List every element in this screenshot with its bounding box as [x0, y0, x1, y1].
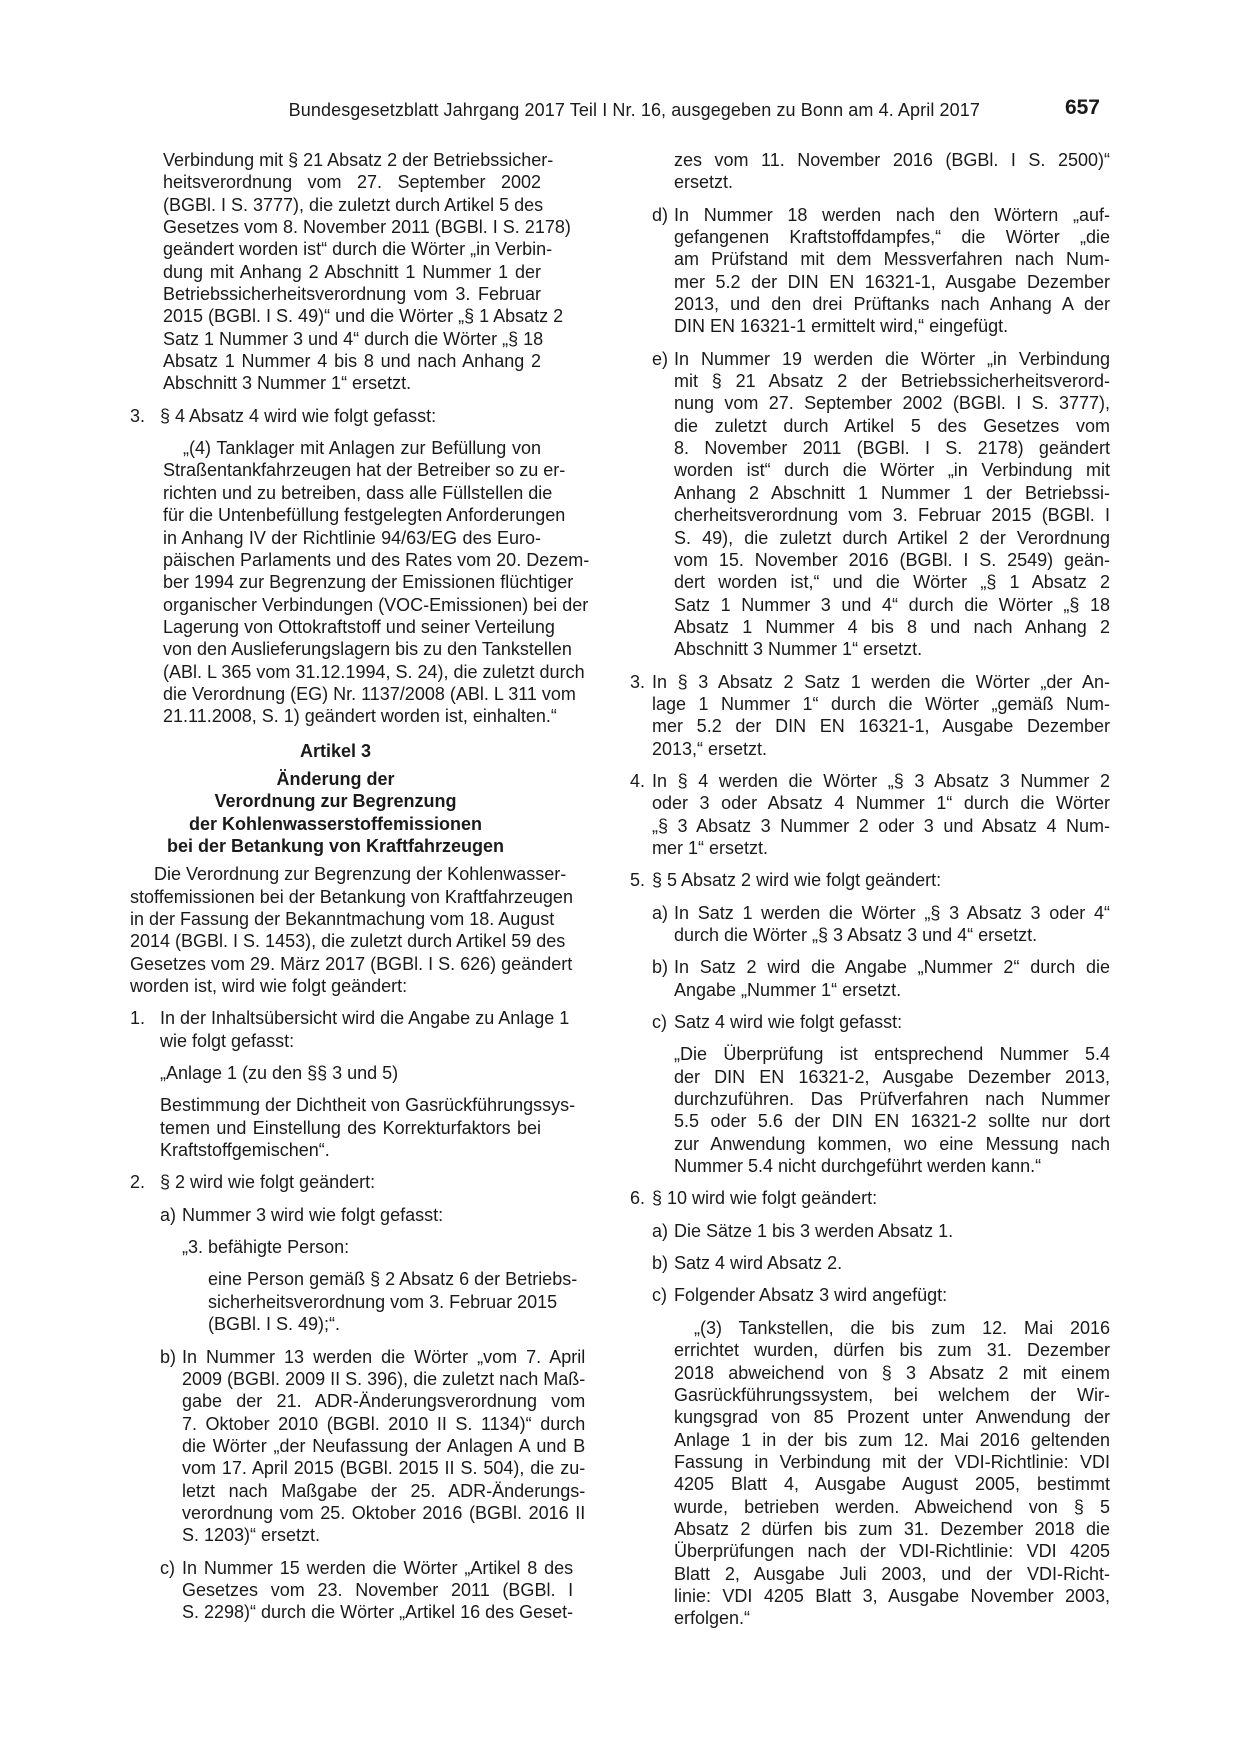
- sub-item-mark: a): [160, 1204, 177, 1225]
- article-number: Artikel 3: [299, 740, 372, 761]
- sub-item-5b: [652, 956, 1110, 1001]
- text-line: (BGBl. I S. 49);“.: [208, 1314, 341, 1335]
- text-line: heitsverordnung vom 27. September 2002: [163, 172, 541, 193]
- text-line: Straßentankfahrzeugen hat der Betreiber so zu er-: [163, 460, 566, 481]
- text-line: Gesetzes vom 23. November 2011 (BGBl. I: [182, 1579, 574, 1600]
- annex-quote: „Anlage 1 (zu den §§ 3 und 5): [160, 1063, 399, 1084]
- text-line: organischer Verbindungen (VOC-Emissionen) bei der: [163, 594, 589, 615]
- text-line: Absatz 1 Nummer 4 bis 8 und nach Anhang 2: [674, 616, 1110, 637]
- text-line: linie: VDI 4205 Blatt 3, Ausgabe November 2003,: [674, 1585, 1110, 1606]
- text-line: wurde, betrieben werden. Abweichend von § 5: [674, 1496, 1110, 1517]
- list-item-4: [630, 770, 1110, 859]
- text-line: In der Inhaltsübersicht wird die Angabe zu Anlage 1: [160, 1008, 570, 1029]
- text-line: Betriebssicherheitsverordnung vom 3. Februar: [163, 284, 541, 305]
- sub-item-mark: b): [652, 1253, 669, 1274]
- item-text: § 4 Absatz 4 wird wie folgt gefasst:: [160, 405, 437, 426]
- text-line: Nummer 5.4 nicht durchgeführt werden kann.“: [674, 1156, 1042, 1177]
- sub-item-mark: c): [652, 1285, 667, 1306]
- list-item-6: [630, 1187, 1110, 1209]
- item-text: § 2 wird wie folgt geändert:: [160, 1172, 376, 1193]
- text-line: ber 1994 zur Begrenzung der Emissionen flüchtiger: [163, 572, 574, 593]
- text-line: (BGBl. I S. 3777), die zuletzt durch Artikel 5 des: [163, 194, 544, 215]
- text-line: DIN EN 16321-1 ermittelt wird,“ eingefügt.: [674, 316, 1009, 337]
- sub-item-text: [674, 902, 1110, 947]
- text-line: cherheitsverordnung vom 3. Februar 2015 (BGBl. I: [674, 505, 1110, 526]
- text-line: mer 5.2 der DIN EN 16321-1, Ausgabe Dezember: [652, 716, 1110, 737]
- item-text: [652, 671, 1110, 760]
- text-line: worden ist“ durch die Wörter „in Verbindung mit: [674, 460, 1110, 481]
- text-line: mer 1“ ersetzt.: [652, 837, 769, 858]
- sub-item-text: Die Sätze 1 bis 3 werden Absatz 1.: [674, 1220, 954, 1241]
- article-title: [130, 768, 541, 857]
- text-line: der DIN EN 16321-2, Ausgabe Dezember 2013,: [674, 1066, 1110, 1087]
- text-line: Abschnitt 3 Nummer 1“ ersetzt.: [163, 373, 412, 394]
- text-line: Verordnung zur Begrenzung: [214, 791, 457, 812]
- annex-description-text: [160, 1094, 576, 1161]
- text-line: lage 1 Nummer 1“ durch die Wörter „gemäß Num-: [652, 693, 1110, 714]
- item-text: [652, 770, 1110, 859]
- text-line: 4205 Blatt 4, Ausgabe August 2005, bestimmt: [674, 1474, 1110, 1495]
- text-line: von den Auslieferungslagern bis zu den Tankstellen: [163, 639, 572, 660]
- text-line: wie folgt gefasst:: [160, 1030, 295, 1051]
- intro-text: [130, 863, 573, 997]
- text-line: ersetzt.: [674, 172, 734, 193]
- text-line: Satz 1 Nummer 3 und 4“ durch die Wörter „§ 18: [674, 594, 1110, 615]
- definition-lines: [208, 1268, 578, 1335]
- page-number: 657: [1064, 96, 1100, 119]
- text-line: In Satz 2 wird die Angabe „Nummer 2“ durch die: [674, 957, 1110, 978]
- text-line: Abschnitt 3 Nummer 1“ ersetzt.: [674, 639, 923, 660]
- text-line: in Anhang IV der Richtlinie 94/63/EG des Euro-: [163, 527, 541, 548]
- text-line: 2015 (BGBl. I S. 49)“ und die Wörter „§ 1 Absatz 2: [163, 306, 564, 327]
- text-line: letzt nach Maßgabe der 25. ADR-Änderungs-: [182, 1480, 586, 1501]
- text-line: 2014 (BGBl. I S. 1453), die zuletzt durch Artikel 59 des: [130, 931, 566, 952]
- text-line: Änderung der: [276, 768, 395, 789]
- text-line: die Verordnung (EG) Nr. 1137/2008 (ABl. L 311 vom: [163, 683, 576, 704]
- sub-item-mark: e): [652, 348, 669, 369]
- text-line: dung mit Anhang 2 Abschnitt 1 Nummer 1 der: [163, 261, 541, 282]
- text-line: mit § 21 Absatz 2 der Betriebssicherheitsverord-: [674, 371, 1110, 392]
- header-text: Bundesgesetzblatt Jahrgang 2017 Teil I Nr. 16, ausgegeben zu Bonn am 4. April 2017: [288, 100, 980, 120]
- text-line: „Die Überprüfung ist entsprechend Nummer 5.4: [674, 1044, 1110, 1065]
- text-line: gefangenen Kraftstoffdampfes,“ die Wörter „die: [674, 227, 1110, 248]
- item-number: 3.: [630, 671, 646, 692]
- text-line: Blatt 2, Ausgabe Juli 2003, und der VDI-Richt-: [674, 1563, 1110, 1584]
- text-line: In Nummer 18 werden nach den Wörtern „auf-: [674, 204, 1110, 225]
- sub-item-text: Folgender Absatz 3 wird angefügt:: [674, 1285, 948, 1306]
- text-line: am Prüfstand mit dem Messverfahren nach Num-: [674, 249, 1110, 270]
- text-line: In Nummer 19 werden die Wörter „in Verbindung: [674, 348, 1110, 369]
- right-column: [630, 149, 1110, 1630]
- text-line: stoffemissionen bei der Betankung von Kraftfahrzeugen: [130, 886, 573, 907]
- sub-item-text: [674, 956, 1110, 1001]
- text-line: errichtet wurden, dürfen bis zum 31. Dezember: [674, 1340, 1110, 1361]
- text-line: 21.11.2008, S. 1) geändert worden ist, einhalten.“: [163, 706, 557, 727]
- text-line: der Kohlenwasserstoffemissionen: [188, 813, 483, 834]
- continued-text: [674, 149, 1110, 194]
- continued-paragraph: [652, 149, 1110, 194]
- text-line: Anlage 1 in der bis zum 12. Mai 2016 geltenden: [674, 1429, 1110, 1450]
- sub-item-text: [674, 204, 1110, 338]
- text-line: In Satz 1 werden die Wörter „§ 3 Absatz 3 oder 4“: [674, 902, 1110, 923]
- definition-quote: „3. befähigte Person:: [182, 1237, 350, 1258]
- text-line: verordnung vom 25. Oktober 2016 (BGBl. 2016 II: [182, 1502, 586, 1523]
- annex-description: [130, 1094, 576, 1161]
- text-line: Satz 1 Nummer 3 und 4“ durch die Wörter „§ 18: [163, 328, 544, 349]
- intro-paragraph: [130, 863, 573, 997]
- left-column: [130, 149, 590, 1624]
- text-line: (ABl. L 365 vom 31.12.1994, S. 24), die zuletzt durch: [163, 661, 585, 682]
- text-line: Fassung in Verbindung mit der VDI-Richtlinie: VDI: [674, 1451, 1110, 1472]
- text-line: „(3) Tankstellen, die bis zum 12. Mai 2016: [694, 1317, 1110, 1338]
- text-line: die zuletzt durch Artikel 5 des Gesetzes vom: [674, 415, 1110, 436]
- sub-item-text: Nummer 3 wird wie folgt gefasst:: [182, 1204, 444, 1225]
- sub-item-6a: [652, 1220, 1110, 1242]
- sub-item-mark: b): [652, 957, 669, 978]
- text-line: 7. Oktober 2010 (BGBl. 2010 II S. 1134)“ durch: [182, 1413, 586, 1434]
- text-line: Anhang 2 Abschnitt 1 Nummer 1 der Betriebssi-: [674, 482, 1110, 503]
- text-line: Absatz 1 Nummer 4 bis 8 und nach Anhang 2: [163, 351, 541, 372]
- sub-item-e: [652, 348, 1110, 661]
- text-line: S. 1203)“ ersetzt.: [182, 1525, 321, 1546]
- text-line: S. 49), die zuletzt durch Artikel 2 der Verordnung: [674, 527, 1110, 548]
- continued-text: [163, 149, 571, 395]
- list-item-3: [130, 405, 541, 427]
- text-line: „(4) Tanklager mit Anlagen zur Befüllung von: [183, 438, 541, 459]
- sub-item-mark: d): [652, 204, 669, 225]
- text-line: Gasrückführungssystem, bei welchem der Wir-: [674, 1384, 1110, 1405]
- text-line: geändert worden ist“ durch die Wörter „in Verbin-: [163, 239, 553, 260]
- text-line: In § 3 Absatz 2 Satz 1 werden die Wörter „der An-: [652, 671, 1110, 692]
- item-number: 2.: [130, 1172, 146, 1193]
- text-line: durch die Wörter „§ 3 Absatz 3 und 4“ ersetzt.: [674, 925, 1038, 945]
- text-line: vom 17. April 2015 (BGBl. 2015 II S. 504), die zu-: [182, 1458, 586, 1479]
- item-text: [160, 1007, 569, 1052]
- text-line: S. 2298)“ durch die Wörter „Artikel 16 des Geset-: [182, 1602, 574, 1623]
- sub-item-5a: [652, 902, 1110, 947]
- sub-item-text: [182, 1557, 573, 1624]
- text-line: Kraftstoffgemischen“.: [160, 1140, 330, 1161]
- list-item-5: [630, 869, 1110, 891]
- text-line: sicherheitsverordnung vom 3. Februar 2015: [208, 1291, 558, 1312]
- text-line: oder 3 oder Absatz 4 Nummer 1“ durch die Wörter: [652, 793, 1110, 814]
- text-line: „§ 3 Absatz 3 Nummer 2 oder 3 und Absatz 4 Num-: [652, 815, 1110, 836]
- sub-item-6b: [652, 1252, 1110, 1274]
- definition-text: [130, 1268, 578, 1335]
- text-line: Gesetzes vom 29. März 2017 (BGBl. I S. 626) geändert: [130, 953, 573, 974]
- text-line: Die Verordnung zur Begrenzung der Kohlenwasser-: [154, 864, 567, 885]
- text-line: dert worden ist,“ und die Wörter „§ 1 Absatz 2: [674, 572, 1110, 593]
- text-line: 2009 (BGBl. 2009 II S. 396), die zuletzt nach Maß-: [182, 1368, 586, 1389]
- quote-text: [674, 1317, 1110, 1630]
- text-line: durchzuführen. Das Prüfverfahren nach Nummer: [674, 1089, 1110, 1110]
- text-line: Gesetzes vom 8. November 2011 (BGBl. I S. 2178): [163, 217, 571, 238]
- sub-item-mark: b): [160, 1346, 177, 1367]
- text-line: 8. November 2011 (BGBl. I S. 2178) geändert: [674, 438, 1110, 459]
- text-line: In Nummer 15 werden die Wörter „Artikel 8 des: [182, 1557, 574, 1578]
- list-item-2: [130, 1171, 541, 1193]
- sub-item-text: [182, 1346, 585, 1547]
- sub-item-d: [652, 204, 1110, 338]
- item-number: 1.: [130, 1008, 146, 1029]
- text-line: Verbindung mit § 21 Absatz 2 der Betriebssicher-: [163, 150, 554, 170]
- quote-paragraph-5c: [652, 1043, 1110, 1177]
- list-item-1: [130, 1007, 570, 1052]
- sub-item-mark: c): [652, 1012, 667, 1033]
- annex-heading: [130, 1062, 541, 1084]
- item-number: 4.: [630, 770, 646, 791]
- text-line: 2013, und den drei Prüftanks nach Anhang A der: [674, 294, 1110, 315]
- text-line: eine Person gemäß § 2 Absatz 6 der Betriebs-: [208, 1269, 578, 1290]
- text-line: kungsgrad von 85 Prozent unter Anwendung der: [674, 1407, 1110, 1428]
- list-item-3: [630, 671, 1110, 760]
- text-line: In Nummer 13 werden die Wörter „vom 7. April: [182, 1346, 586, 1367]
- sub-item-c: [130, 1557, 574, 1624]
- text-line: 5.5 oder 5.6 der DIN EN 16321-2 sollte nur dort: [674, 1111, 1110, 1132]
- text-line: in der Fassung der Bekanntmachung vom 18. August: [130, 909, 555, 929]
- text-line: temen und Einstellung des Korrekturfaktors bei: [160, 1117, 541, 1138]
- text-line: 2018 abweichend von § 3 Absatz 2 mit einem: [674, 1362, 1110, 1383]
- quote-text: [163, 437, 590, 727]
- sub-item-mark: c): [160, 1557, 175, 1578]
- text-line: worden ist, wird wie folgt geändert:: [130, 976, 408, 997]
- text-line: Bestimmung der Dichtheit von Gasrückführungssys-: [160, 1095, 576, 1116]
- item-text: § 10 wird wie folgt geändert:: [652, 1188, 878, 1209]
- text-line: Überprüfungen nach der VDI-Richtlinie: VDI 4205: [674, 1541, 1110, 1562]
- sub-item-text: [674, 348, 1110, 661]
- text-line: richten und zu betreiben, dass alle Füllstellen die: [163, 482, 553, 503]
- sub-item-6c: [652, 1284, 1110, 1306]
- continued-paragraph: [130, 149, 571, 395]
- quote-text: [674, 1043, 1110, 1177]
- text-line: zes vom 11. November 2016 (BGBl. I S. 2500)“: [674, 150, 1110, 170]
- text-line: die Wörter „der Neufassung der Anlagen A und B: [182, 1435, 586, 1456]
- text-line: zur Anwendung kommen, wo eine Messung nach: [674, 1133, 1110, 1154]
- sub-item-mark: a): [652, 902, 669, 923]
- text-line: nung vom 27. September 2002 (BGBl. I S. 3777),: [674, 393, 1110, 414]
- text-line: Absatz 2 dürfen bis zum 31. Dezember 2018 die: [674, 1518, 1110, 1539]
- sub-item-b: [130, 1346, 586, 1547]
- text-line: 2013,“ ersetzt.: [652, 738, 768, 759]
- article-title-lines: [130, 768, 541, 857]
- text-line: mer 5.2 der DIN EN 16321-1, Ausgabe Dezember: [674, 271, 1110, 292]
- text-line: für die Untenbefüllung festgelegten Anforderungen: [163, 505, 566, 526]
- definition-heading: [130, 1236, 541, 1258]
- text-line: erfolgen.“: [674, 1608, 751, 1629]
- item-number: 6.: [630, 1188, 646, 1209]
- sub-item-5c: [652, 1011, 1110, 1033]
- quote-paragraph-6c: [652, 1317, 1110, 1630]
- text-line: In § 4 werden die Wörter „§ 3 Absatz 3 Nummer 2: [652, 770, 1110, 791]
- item-number: 3.: [130, 405, 146, 426]
- item-number: 5.: [630, 870, 646, 891]
- sub-item-text: Satz 4 wird wie folgt gefasst:: [674, 1012, 903, 1033]
- text-line: bei der Betankung von Kraftfahrzeugen: [166, 835, 505, 856]
- sub-item-a: [130, 1204, 541, 1226]
- text-line: vom 15. November 2016 (BGBl. I S. 2549) geän-: [674, 549, 1110, 570]
- sub-item-mark: a): [652, 1220, 669, 1241]
- text-line: gabe der 21. ADR-Änderungsverordnung vom: [182, 1391, 586, 1412]
- text-line: Lagerung von Ottokraftstoff und seiner Verteilung: [163, 616, 555, 637]
- quote-paragraph-4: [130, 437, 590, 727]
- item-text: § 5 Absatz 2 wird wie folgt geändert:: [652, 870, 942, 891]
- page-header: [120, 96, 1120, 130]
- sub-item-text: Satz 4 wird Absatz 2.: [674, 1253, 843, 1274]
- text-line: Angabe „Nummer 1“ ersetzt.: [674, 979, 902, 1000]
- text-line: päischen Parlaments und des Rates vom 20. Dezem-: [163, 549, 590, 570]
